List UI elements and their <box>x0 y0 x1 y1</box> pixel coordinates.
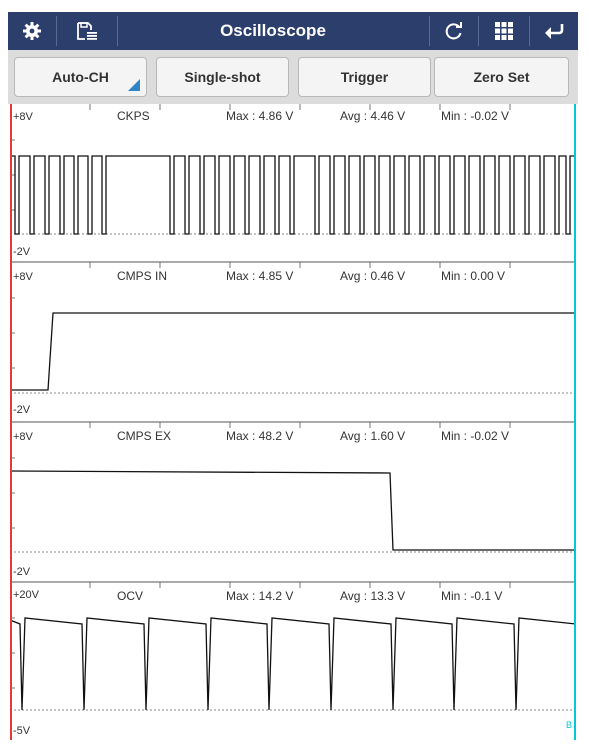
channel-4-name: OCV <box>117 589 144 603</box>
channel-2-ymax-label: +8V <box>13 271 33 283</box>
channel-2-ymin-label: -2V <box>13 404 31 416</box>
channel-4-panel <box>13 589 502 737</box>
grid-view-button[interactable] <box>479 12 529 50</box>
save-menu-icon <box>76 21 98 41</box>
channel-3-ymin-label: -2V <box>13 566 31 578</box>
gear-icon <box>22 21 42 41</box>
single-shot-button[interactable] <box>156 57 289 97</box>
channel-4-min: Min : -0.1 V <box>441 589 503 603</box>
channel-2-panel <box>13 269 505 416</box>
channel-4-max: Max : 14.2 V <box>226 589 294 603</box>
zero-set-button[interactable] <box>434 57 569 97</box>
trigger-button[interactable] <box>298 57 431 97</box>
save-menu-button[interactable] <box>57 12 117 50</box>
ocv-waveform <box>10 618 576 710</box>
channel-1-min: Min : -0.02 V <box>441 109 510 123</box>
auto-ch-dropdown[interactable] <box>14 57 147 97</box>
cmps-in-waveform <box>10 313 576 390</box>
channel-4-ymax-label: +20V <box>13 589 39 601</box>
channel-1-name: CKPS <box>117 109 150 123</box>
channel-1-ymin-label: -2V <box>13 246 31 258</box>
channel-3-avg: Avg : 1.60 V <box>340 429 406 443</box>
cmps-ex-waveform <box>10 471 576 550</box>
channel-1-ymax-label: +8V <box>13 111 33 123</box>
back-button[interactable] <box>530 12 578 50</box>
auto-ch-label: Auto-CH <box>52 69 109 85</box>
cursor-b-label: B <box>566 720 573 730</box>
page-title: Oscilloscope <box>220 21 326 40</box>
refresh-icon <box>444 21 464 41</box>
back-arrow-icon <box>543 22 565 40</box>
oscilloscope-display[interactable] <box>10 104 576 740</box>
channel-1-max: Max : 4.86 V <box>226 109 294 123</box>
trigger-label: Trigger <box>340 69 389 85</box>
dropdown-corner-icon <box>128 79 140 91</box>
zero-set-label: Zero Set <box>473 69 530 85</box>
refresh-button[interactable] <box>430 12 478 50</box>
channel-2-min: Min : 0.00 V <box>441 269 506 283</box>
channel-2-avg: Avg : 0.46 V <box>340 269 406 283</box>
waveform-canvas[interactable] <box>10 104 576 740</box>
action-button-bar <box>8 50 578 104</box>
channel-4-avg: Avg : 13.3 V <box>340 589 406 603</box>
channel-1-avg: Avg : 4.46 V <box>340 109 406 123</box>
app-toolbar <box>8 12 578 50</box>
single-shot-label: Single-shot <box>184 69 261 85</box>
channel-3-ymax-label: +8V <box>13 431 33 443</box>
channel-2-name: CMPS IN <box>117 269 168 283</box>
channel-3-max: Max : 48.2 V <box>226 429 294 443</box>
channel-3-name: CMPS EX <box>117 429 172 443</box>
grid-icon <box>495 22 513 40</box>
channel-2-max: Max : 4.85 V <box>226 269 294 283</box>
ckps-waveform <box>10 156 576 234</box>
channel-4-ymin-label: -5V <box>13 725 31 737</box>
channel-3-min: Min : -0.02 V <box>441 429 510 443</box>
channel-3-panel <box>13 429 509 578</box>
settings-button[interactable] <box>8 12 56 50</box>
